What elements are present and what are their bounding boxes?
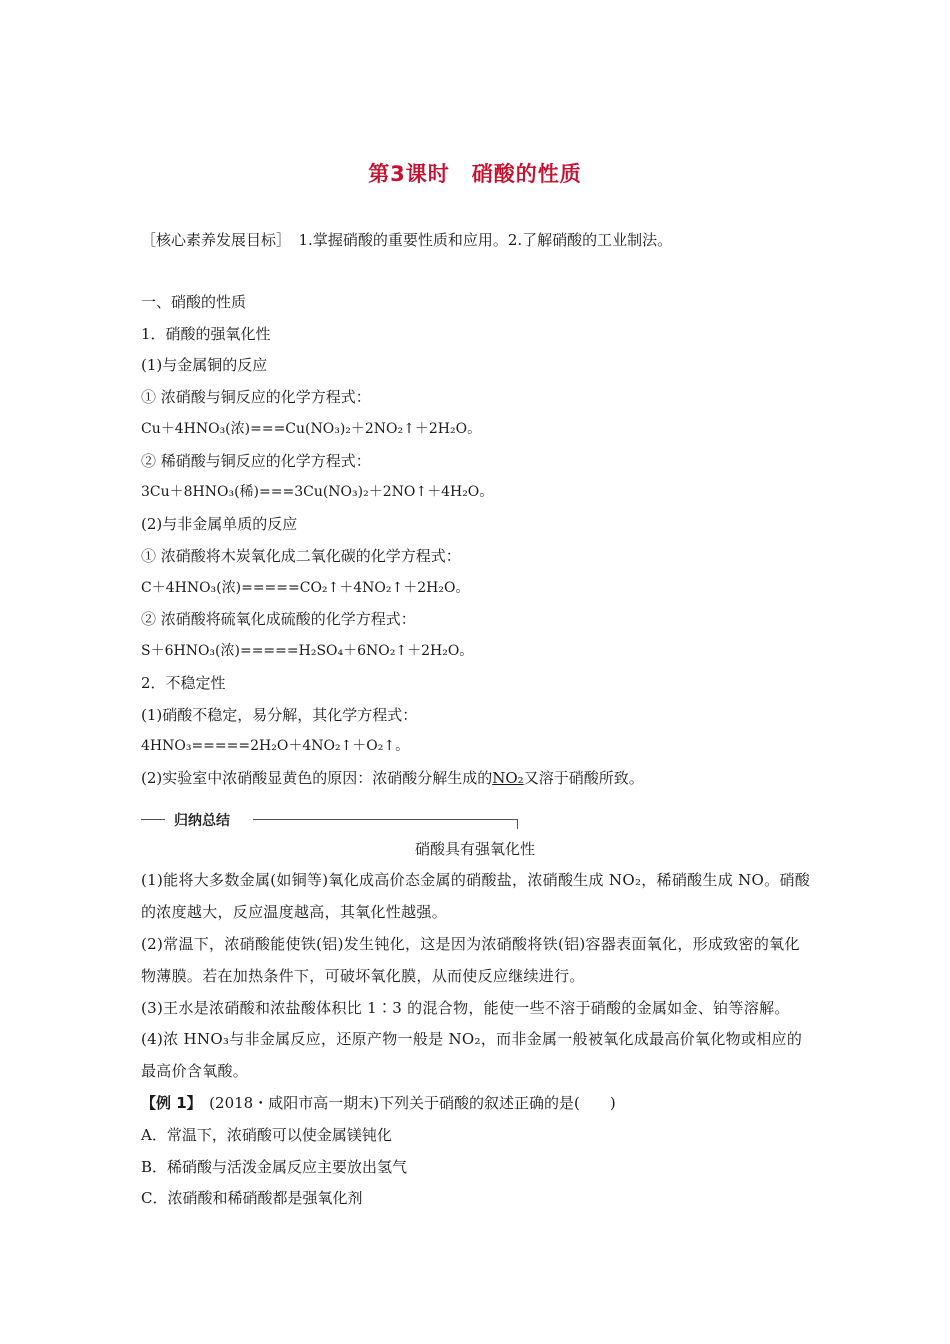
- summary-paragraph: (2)常温下，浓硝酸能使铁(铝)发生钝化，这是因为浓硝酸将铁(铝)容器表面氧化，形成致密的氧化物薄膜。若在加热条件下，可破坏氧化膜，从而使反应继续进行。: [141, 935, 800, 985]
- chemical-equation: Cu＋4HNO₃(浓)===Cu(NO₃)₂＋2NO₂↑＋2H₂O。: [141, 421, 482, 437]
- summary-label: 归纳总结: [174, 813, 230, 829]
- example-question: [141, 1093, 616, 1113]
- example-tag: 【例 1】: [141, 1094, 195, 1112]
- example-stem: (2018・咸阳市高一期末)下列关于硝酸的叙述正确的是( ): [194, 1094, 616, 1112]
- subsection-item: (2)与非金属单质的反应: [141, 515, 298, 533]
- banner-corner: [517, 819, 518, 829]
- text-line: ① 浓硝酸将木炭氧化成二氧化碳的化学方程式：: [141, 547, 461, 565]
- chemical-equation: 3Cu＋8HNO₃(稀)===3Cu(NO₃)₂＋2NO↑＋4H₂O。: [141, 484, 494, 500]
- text-line: ① 浓硝酸与铜反应的化学方程式：: [141, 388, 371, 406]
- summary-paragraph: (4)浓 HNO₃与非金属反应，还原产物一般是 NO₂，而非金属一般被氧化成最高价氧化物或相应的最高价含氧酸。: [141, 1030, 803, 1080]
- banner-line: [141, 819, 165, 820]
- text-line: (1)硝酸不稳定，易分解，其化学方程式：: [141, 706, 418, 724]
- text-line: ② 稀硝酸与铜反应的化学方程式：: [141, 452, 371, 470]
- option-c: C．浓硝酸和稀硝酸都是强氧化剂: [141, 1189, 363, 1207]
- summary-paragraph: (1)能将大多数金属(如铜等)氧化成高价态金属的硝酸盐，浓硝酸生成 NO₂，稀硝酸生成 NO。硝酸的浓度越大，反应温度越高，其氧化性越强。: [141, 871, 811, 921]
- option-b: B．稀硝酸与活泼金属反应主要放出氢气: [141, 1158, 408, 1176]
- text-line: ② 浓硝酸将硫氧化成硫酸的化学方程式：: [141, 610, 416, 628]
- banner-line: [253, 819, 517, 820]
- text-segment: (2)实验室中浓硝酸显黄色的原因：浓硝酸分解生成的: [141, 769, 493, 787]
- chemical-equation: 4HNO₃=====2H₂O＋4NO₂↑＋O₂↑。: [141, 738, 410, 754]
- text-segment: 又溶于硝酸所致。: [523, 769, 644, 787]
- underlined-answer: NO₂: [492, 769, 524, 787]
- summary-paragraph: (3)王水是浓硝酸和浓盐酸体积比 1∶3 的混合物，能使一些不溶于硝酸的金属如金、铂等溶解。: [141, 999, 790, 1017]
- chemical-equation: C＋4HNO₃(浓)=====CO₂↑＋4NO₂↑＋2H₂O。: [141, 580, 470, 596]
- section-heading: 一、硝酸的性质: [141, 293, 247, 311]
- chemical-equation: S＋6HNO₃(浓)=====H₂SO₄＋6NO₂↑＋2H₂O。: [141, 643, 474, 659]
- learning-goals: ［核心素养发展目标］ 1.掌握硝酸的重要性质和应用。2.了解硝酸的工业制法。: [141, 231, 673, 249]
- option-a: A．常温下，浓硝酸可以使金属镁钝化: [141, 1126, 392, 1144]
- subsection-heading: 2．不稳定性: [141, 674, 226, 692]
- subsection-item: (1)与金属铜的反应: [141, 356, 268, 374]
- summary-heading: 硝酸具有强氧化性: [414, 840, 535, 858]
- subsection-heading: 1．硝酸的强氧化性: [141, 325, 271, 343]
- page-title: 第3课时 硝酸的性质: [368, 162, 582, 186]
- text-line: [141, 768, 644, 788]
- summary-banner: [141, 808, 519, 830]
